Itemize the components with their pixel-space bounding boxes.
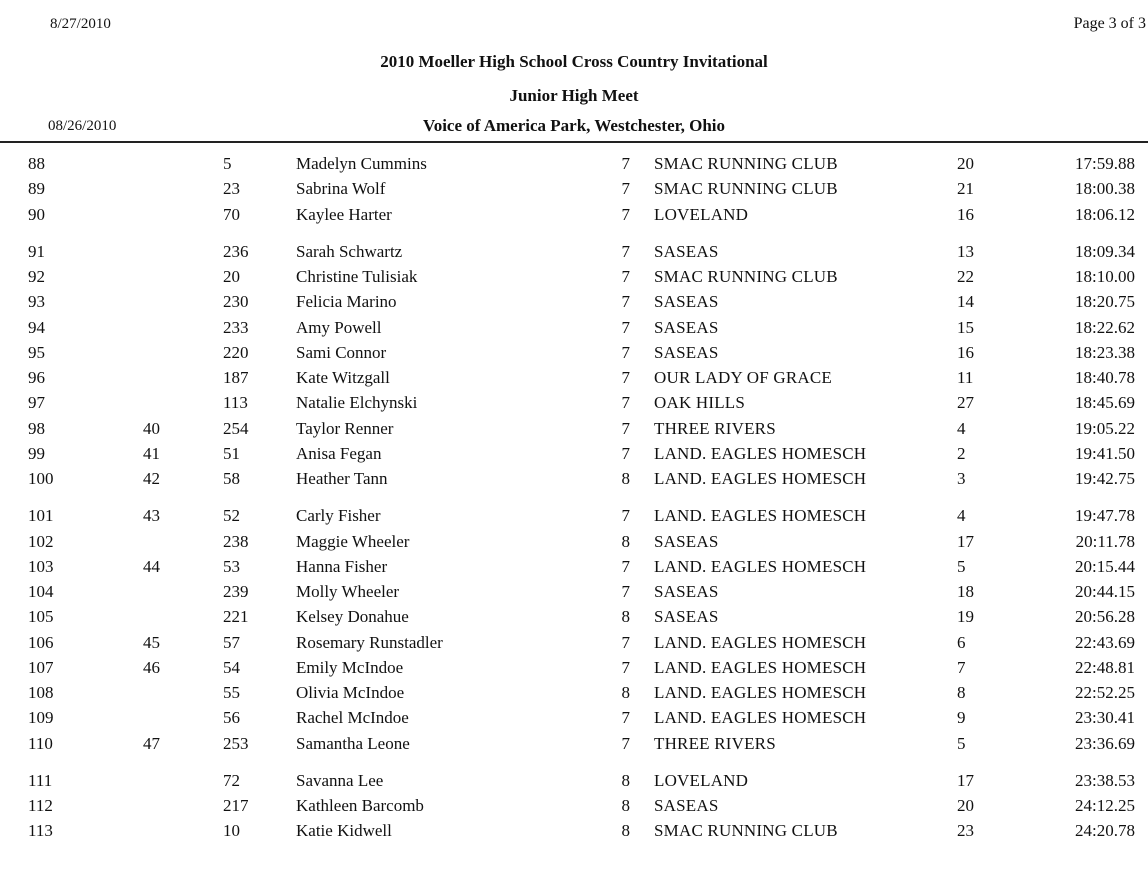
table-row xyxy=(0,734,1148,756)
team-position-cell: 19 xyxy=(957,607,974,627)
time-cell: 24:20.78 xyxy=(1075,821,1135,841)
team-place-cell: 40 xyxy=(143,418,160,438)
team-cell: SASEAS xyxy=(654,796,719,815)
time-cell: 23:30.41 xyxy=(1075,708,1135,728)
time-cell: 18:09.34 xyxy=(1075,241,1135,261)
team-position-cell: 5 xyxy=(957,556,966,576)
table-row xyxy=(0,267,1148,289)
time-cell: 19:42.75 xyxy=(1075,469,1135,488)
team-position-cell: 23 xyxy=(957,821,974,841)
place-cell: 102 xyxy=(28,531,54,551)
bib-cell: 56 xyxy=(223,708,240,728)
team-position-cell: 16 xyxy=(957,204,974,224)
team-position-cell: 2 xyxy=(957,443,966,463)
place-cell: 96 xyxy=(28,368,45,387)
table-row xyxy=(0,343,1148,365)
meet-subtitle: Junior High Meet xyxy=(509,86,639,105)
bib-cell: 58 xyxy=(223,469,240,488)
team-cell: SASEAS xyxy=(654,582,719,601)
bib-cell: 52 xyxy=(223,506,240,526)
team-cell: LAND. EAGLES HOMESCH xyxy=(654,683,867,702)
team-position-cell: 20 xyxy=(957,154,974,173)
team-cell: OAK HILLS xyxy=(654,393,746,413)
page-number: Page 3 of 3 xyxy=(1073,15,1146,32)
bib-cell: 53 xyxy=(223,556,240,576)
table-row xyxy=(0,683,1148,705)
grade-cell: 8 xyxy=(621,531,630,551)
team-cell: LAND. EAGLES HOMESCH xyxy=(654,469,867,488)
grade-cell: 8 xyxy=(621,821,630,841)
grade-cell: 7 xyxy=(621,556,630,576)
grade-cell: 7 xyxy=(621,506,630,526)
team-position-cell: 11 xyxy=(957,368,974,387)
name-cell: Olivia McIndoe xyxy=(296,683,405,702)
team-position-cell: 17 xyxy=(957,770,974,790)
table-row xyxy=(0,318,1148,340)
bib-cell: 253 xyxy=(223,733,249,753)
grade-cell: 7 xyxy=(621,154,630,173)
table-row xyxy=(0,469,1148,491)
name-cell: Natalie Elchynski xyxy=(296,393,418,413)
table-row xyxy=(0,292,1148,314)
meet-venue: Voice of America Park, Westchester, Ohio xyxy=(422,116,725,135)
table-row xyxy=(0,821,1148,843)
team-place-cell: 45 xyxy=(143,632,160,652)
place-cell: 94 xyxy=(28,317,45,337)
team-position-cell: 13 xyxy=(957,241,974,261)
bib-cell: 51 xyxy=(223,443,240,463)
place-cell: 107 xyxy=(28,657,54,677)
place-cell: 90 xyxy=(28,204,45,224)
team-cell: SASEAS xyxy=(654,342,719,362)
name-cell: Katie Kidwell xyxy=(296,821,392,841)
name-cell: Carly Fisher xyxy=(296,506,381,526)
place-cell: 91 xyxy=(28,241,45,261)
team-position-cell: 18 xyxy=(957,582,974,601)
table-row xyxy=(0,242,1148,264)
time-cell: 18:23.38 xyxy=(1075,342,1135,362)
time-cell: 19:05.22 xyxy=(1075,418,1135,438)
bib-cell: 230 xyxy=(223,292,249,312)
grade-cell: 7 xyxy=(621,632,630,652)
bib-cell: 217 xyxy=(223,796,249,815)
bib-cell: 20 xyxy=(223,267,240,286)
name-cell: Savanna Lee xyxy=(296,770,384,790)
team-cell: SASEAS xyxy=(654,317,719,337)
team-position-cell: 5 xyxy=(957,733,966,753)
place-cell: 93 xyxy=(28,292,45,312)
name-cell: Rachel McIndoe xyxy=(296,708,409,728)
grade-cell: 7 xyxy=(621,368,630,387)
place-cell: 99 xyxy=(28,443,45,463)
place-cell: 88 xyxy=(28,154,45,173)
name-cell: Anisa Fegan xyxy=(296,443,382,463)
place-cell: 109 xyxy=(28,708,54,728)
bib-cell: 5 xyxy=(223,154,232,173)
team-place-cell: 47 xyxy=(143,733,160,753)
team-place-cell: 42 xyxy=(143,469,160,488)
team-cell: LAND. EAGLES HOMESCH xyxy=(654,708,867,728)
place-cell: 108 xyxy=(28,683,54,702)
table-row xyxy=(0,658,1148,680)
grade-cell: 7 xyxy=(621,443,630,463)
time-cell: 20:15.44 xyxy=(1075,556,1135,576)
table-row xyxy=(0,633,1148,655)
team-position-cell: 4 xyxy=(957,506,966,526)
name-cell: Kate Witzgall xyxy=(296,368,390,387)
team-place-cell: 43 xyxy=(143,506,160,526)
team-cell: LAND. EAGLES HOMESCH xyxy=(654,443,867,463)
table-row xyxy=(0,444,1148,466)
time-cell: 18:45.69 xyxy=(1075,393,1135,413)
grade-cell: 7 xyxy=(621,267,630,286)
place-cell: 111 xyxy=(28,770,53,790)
place-cell: 104 xyxy=(28,582,54,601)
grade-cell: 7 xyxy=(621,708,630,728)
place-cell: 98 xyxy=(28,418,45,438)
name-cell: Heather Tann xyxy=(296,469,388,488)
team-place-cell: 41 xyxy=(143,443,160,463)
grade-cell: 7 xyxy=(621,342,630,362)
grade-cell: 8 xyxy=(621,770,630,790)
time-cell: 18:10.00 xyxy=(1075,267,1135,286)
time-cell: 18:00.38 xyxy=(1075,179,1135,199)
table-row xyxy=(0,154,1148,176)
table-row xyxy=(0,708,1148,730)
name-cell: Sarah Schwartz xyxy=(296,241,403,261)
team-position-cell: 4 xyxy=(957,418,966,438)
place-cell: 100 xyxy=(28,469,54,488)
grade-cell: 7 xyxy=(621,292,630,312)
time-cell: 20:56.28 xyxy=(1075,607,1135,627)
team-position-cell: 9 xyxy=(957,708,966,728)
grade-cell: 7 xyxy=(621,418,630,438)
table-row xyxy=(0,506,1148,528)
grade-cell: 7 xyxy=(621,317,630,337)
team-cell: SMAC RUNNING CLUB xyxy=(654,179,838,199)
name-cell: Kelsey Donahue xyxy=(296,607,409,627)
team-place-cell: 44 xyxy=(143,556,160,576)
meet-title: 2010 Moeller High School Cross Country Invitational xyxy=(380,52,768,71)
bib-cell: 187 xyxy=(223,368,249,387)
place-cell: 97 xyxy=(28,393,45,413)
team-position-cell: 14 xyxy=(957,292,974,312)
team-cell: SMAC RUNNING CLUB xyxy=(654,267,838,286)
place-cell: 105 xyxy=(28,607,54,627)
name-cell: Emily McIndoe xyxy=(296,657,404,677)
time-cell: 23:36.69 xyxy=(1075,733,1135,753)
team-cell: SMAC RUNNING CLUB xyxy=(654,821,838,841)
table-row xyxy=(0,796,1148,818)
team-position-cell: 16 xyxy=(957,342,974,362)
meet-date: 08/26/2010 xyxy=(48,118,117,134)
bib-cell: 10 xyxy=(223,821,240,841)
place-cell: 92 xyxy=(28,267,45,286)
grade-cell: 7 xyxy=(621,582,630,601)
bib-cell: 54 xyxy=(223,657,240,677)
time-cell: 20:44.15 xyxy=(1075,582,1135,601)
table-row xyxy=(0,368,1148,390)
grade-cell: 8 xyxy=(621,796,630,815)
time-cell: 23:38.53 xyxy=(1075,770,1135,790)
place-cell: 110 xyxy=(28,733,53,753)
name-cell: Christine Tulisiak xyxy=(296,267,418,286)
bib-cell: 113 xyxy=(223,393,248,413)
bib-cell: 70 xyxy=(223,204,240,224)
bib-cell: 23 xyxy=(223,179,240,199)
name-cell: Amy Powell xyxy=(296,317,382,337)
team-cell: SMAC RUNNING CLUB xyxy=(654,154,838,173)
table-row xyxy=(0,607,1148,629)
name-cell: Kathleen Barcomb xyxy=(296,796,424,815)
name-cell: Maggie Wheeler xyxy=(296,531,410,551)
table-row xyxy=(0,557,1148,579)
place-cell: 103 xyxy=(28,556,54,576)
time-cell: 17:59.88 xyxy=(1075,154,1135,173)
table-row xyxy=(0,205,1148,227)
table-row xyxy=(0,532,1148,554)
bib-cell: 254 xyxy=(223,418,249,438)
team-position-cell: 8 xyxy=(957,683,966,702)
time-cell: 18:06.12 xyxy=(1075,204,1135,224)
team-position-cell: 6 xyxy=(957,632,966,652)
time-cell: 24:12.25 xyxy=(1075,796,1135,815)
name-cell: Taylor Renner xyxy=(296,418,394,438)
team-cell: THREE RIVERS xyxy=(654,733,776,753)
grade-cell: 7 xyxy=(621,204,630,224)
team-cell: SASEAS xyxy=(654,241,719,261)
time-cell: 22:52.25 xyxy=(1075,683,1135,702)
table-row xyxy=(0,582,1148,604)
bib-cell: 57 xyxy=(223,632,240,652)
team-cell: SASEAS xyxy=(654,531,719,551)
team-cell: LAND. EAGLES HOMESCH xyxy=(654,632,867,652)
time-cell: 20:11.78 xyxy=(1075,531,1135,551)
team-position-cell: 27 xyxy=(957,393,974,413)
name-cell: Hanna Fisher xyxy=(296,556,388,576)
place-cell: 101 xyxy=(28,506,54,526)
bib-cell: 55 xyxy=(223,683,240,702)
bib-cell: 239 xyxy=(223,582,249,601)
team-cell: LOVELAND xyxy=(654,770,749,790)
time-cell: 18:40.78 xyxy=(1075,368,1135,387)
team-cell: LOVELAND xyxy=(654,204,749,224)
grade-cell: 7 xyxy=(621,179,630,199)
name-cell: Sabrina Wolf xyxy=(296,179,386,199)
bib-cell: 221 xyxy=(223,607,249,627)
name-cell: Samantha Leone xyxy=(296,733,410,753)
time-cell: 18:20.75 xyxy=(1075,292,1135,312)
bib-cell: 72 xyxy=(223,770,240,790)
team-position-cell: 17 xyxy=(957,531,974,551)
name-cell: Rosemary Runstadler xyxy=(296,632,443,652)
grade-cell: 7 xyxy=(621,657,630,677)
table-row xyxy=(0,771,1148,793)
grade-cell: 7 xyxy=(621,241,630,261)
print-date: 8/27/2010 xyxy=(50,16,111,32)
place-cell: 113 xyxy=(28,821,53,841)
team-position-cell: 21 xyxy=(957,179,974,199)
time-cell: 22:43.69 xyxy=(1075,632,1135,652)
team-cell: SASEAS xyxy=(654,292,719,312)
team-cell: SASEAS xyxy=(654,607,719,627)
name-cell: Molly Wheeler xyxy=(296,582,400,601)
grade-cell: 8 xyxy=(621,607,630,627)
time-cell: 22:48.81 xyxy=(1075,657,1135,677)
grade-cell: 7 xyxy=(621,733,630,753)
team-position-cell: 3 xyxy=(957,469,966,488)
place-cell: 106 xyxy=(28,632,54,652)
place-cell: 89 xyxy=(28,179,45,199)
team-position-cell: 15 xyxy=(957,317,974,337)
bib-cell: 238 xyxy=(223,531,249,551)
table-row xyxy=(0,419,1148,441)
table-row xyxy=(0,179,1148,201)
name-cell: Madelyn Cummins xyxy=(296,154,427,173)
place-cell: 95 xyxy=(28,342,45,362)
team-cell: OUR LADY OF GRACE xyxy=(654,368,832,387)
time-cell: 19:47.78 xyxy=(1075,506,1135,526)
place-cell: 112 xyxy=(28,796,53,815)
table-row xyxy=(0,393,1148,415)
team-position-cell: 20 xyxy=(957,796,974,815)
name-cell: Sami Connor xyxy=(296,342,387,362)
team-position-cell: 7 xyxy=(957,657,966,677)
name-cell: Kaylee Harter xyxy=(296,204,392,224)
grade-cell: 7 xyxy=(621,393,630,413)
team-cell: LAND. EAGLES HOMESCH xyxy=(654,506,867,526)
time-cell: 19:41.50 xyxy=(1075,443,1135,463)
bib-cell: 220 xyxy=(223,342,249,362)
team-cell: THREE RIVERS xyxy=(654,418,776,438)
team-cell: LAND. EAGLES HOMESCH xyxy=(654,657,867,677)
bib-cell: 236 xyxy=(223,241,249,261)
bib-cell: 233 xyxy=(223,317,249,337)
grade-cell: 8 xyxy=(621,683,630,702)
team-cell: LAND. EAGLES HOMESCH xyxy=(654,556,867,576)
team-position-cell: 22 xyxy=(957,267,974,286)
grade-cell: 8 xyxy=(621,469,630,488)
name-cell: Felicia Marino xyxy=(296,292,397,312)
time-cell: 18:22.62 xyxy=(1075,317,1135,337)
team-place-cell: 46 xyxy=(143,657,160,677)
